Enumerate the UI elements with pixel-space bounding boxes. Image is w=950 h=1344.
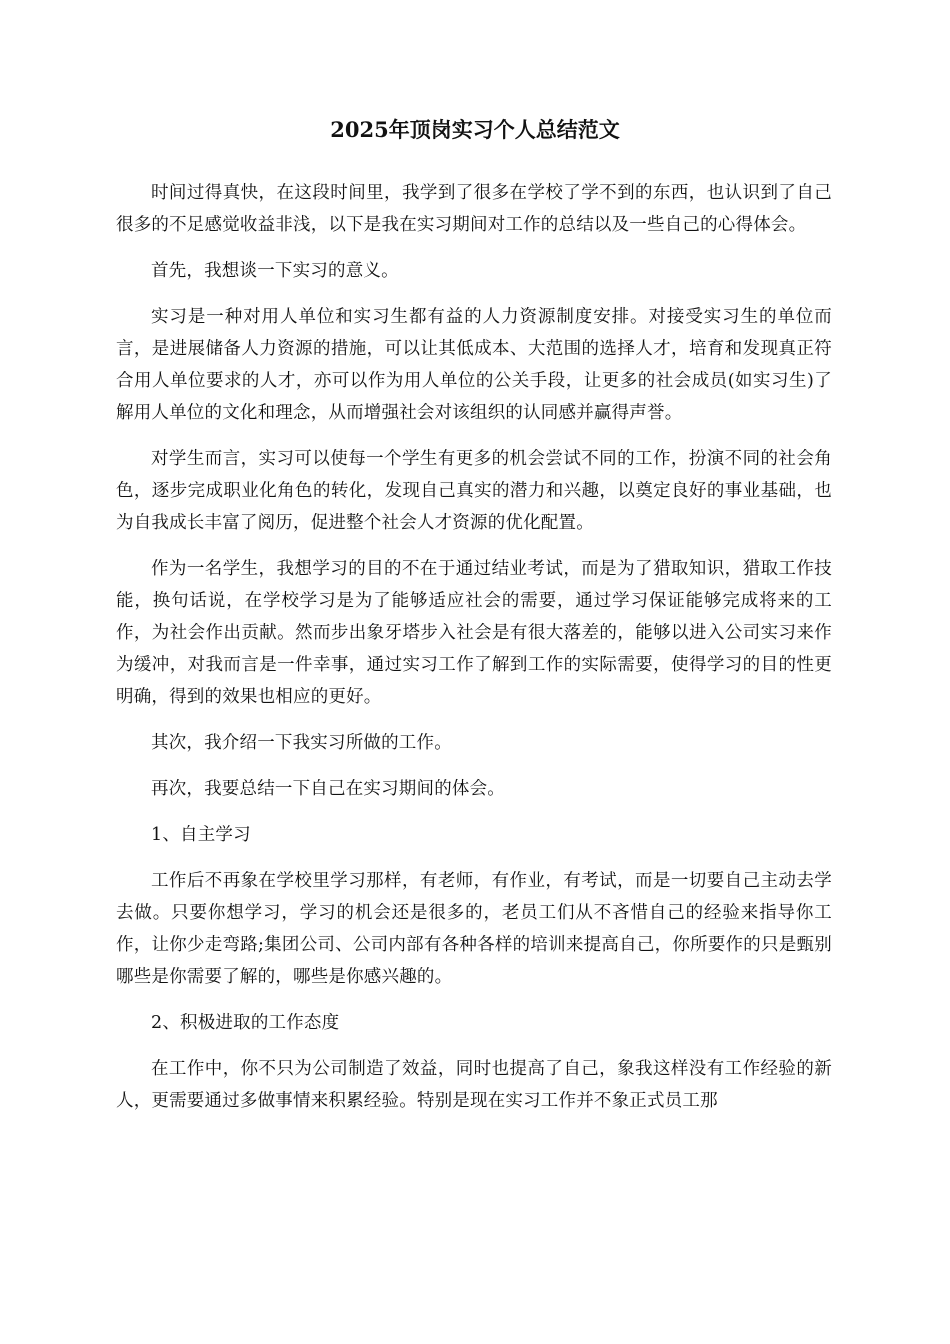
paragraph-self-study: 工作后不再象在学校里学习那样，有老师，有作业，有考试，而是一切要自己主动去学去做。只要你想学习，学习的机会还是很多的，老员工们从不吝惜自己的经验来指导你工作，让你少走弯路;集团公司、公司内部有各种各样的培训来提高自己，你所要作的只是甄别哪些是你需要了解的，哪些是你感兴趣的。 (116, 871, 832, 987)
paragraph-internship-meaning: 实习是一种对用人单位和实习生都有益的人力资源制度安排。对接受实习生的单位而言，是进展储备人力资源的措施，可以让其低成本、大范围的选择人才，培育和发现真正符合用人单位要求的人才，亦可以作为用人单位的公关手段，让更多的社会成员(如实习生)了解用人单位的文化和理念，从而增强社会对该组织的认同感并赢得声誉。 (116, 307, 832, 423)
document-title: 2025年顶岗实习个人总结范文 (330, 117, 620, 142)
paragraph-third-point: 再次，我要总结一下自己在实习期间的体会。 (151, 779, 505, 799)
paragraph-for-students: 对学生而言，实习可以使每一个学生有更多的机会尝试不同的工作，扮演不同的社会角色，逐步完成职业化角色的转化，发现自己真实的潜力和兴趣，以奠定良好的事业基础，也为自我成长丰富了阅历，促进整个社会人才资源的优化配置。 (116, 449, 832, 533)
paragraph-intro: 时间过得真快，在这段时间里，我学到了很多在学校了学不到的东西，也认识到了自己很多的不足感觉收益非浅，以下是我在实习期间对工作的总结以及一些自己的心得体会。 (116, 183, 832, 235)
paragraph-as-student: 作为一名学生，我想学习的目的不在于通过结业考试，而是为了猎取知识，猎取工作技能，换句话说，在学校学习是为了能够适应社会的需要，通过学习保证能够完成将来的工作，为社会作出贡献。然而步出象牙塔步入社会是有很大落差的，能够以进入公司实习来作为缓冲，对我而言是一件幸事，通过实习工作了解到工作的实际需要，使得学习的目的性更明确，得到的效果也相应的更好。 (116, 559, 832, 707)
document-body (116, 177, 832, 1131)
paragraph-first-point: 首先，我想谈一下实习的意义。 (151, 261, 399, 281)
paragraph-second-point: 其次，我介绍一下我实习所做的工作。 (151, 733, 452, 753)
section-heading-work-attitude: 2、积极进取的工作态度 (151, 1013, 340, 1033)
paragraph-work-attitude: 在工作中，你不只为公司制造了效益，同时也提高了自己，象我这样没有工作经验的新人，更需要通过多做事情来积累经验。特别是现在实习工作并不象正式员工那 (116, 1059, 832, 1111)
section-heading-self-study: 1、自主学习 (151, 825, 251, 845)
